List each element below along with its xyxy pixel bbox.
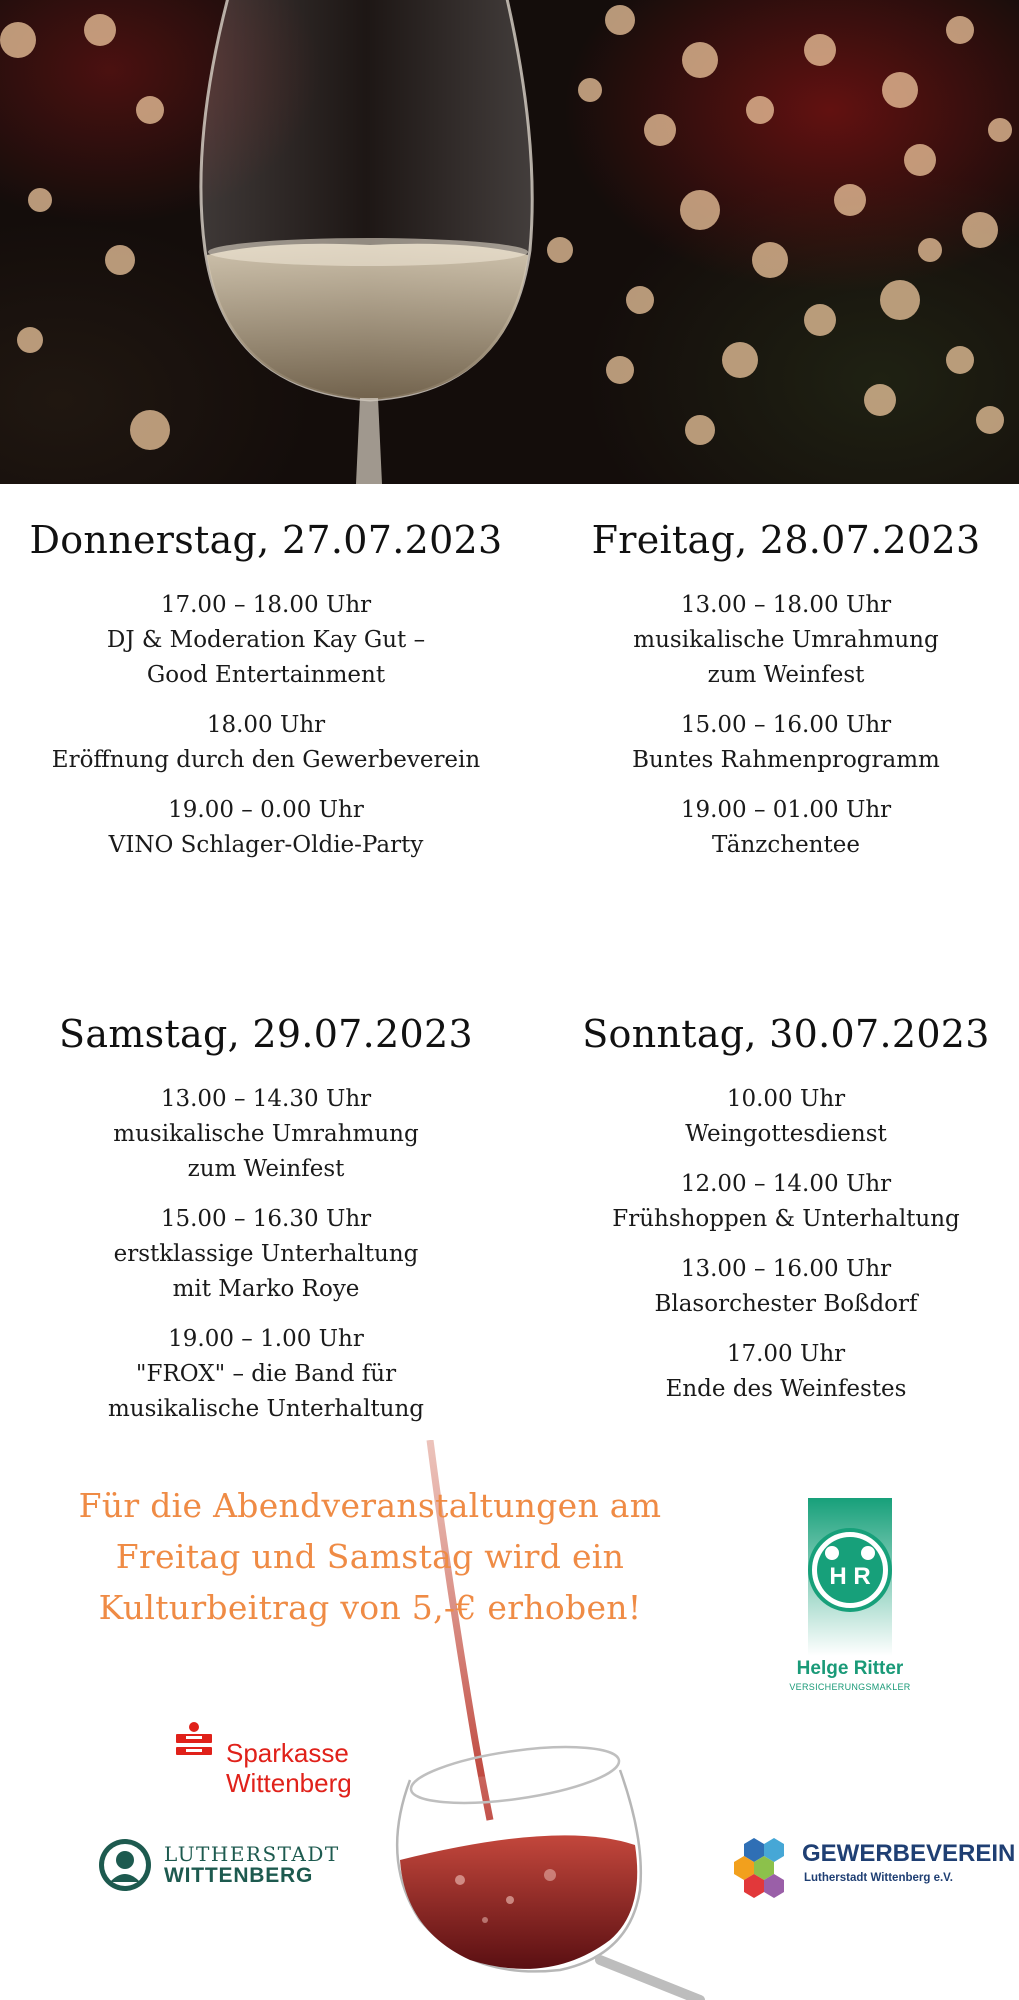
event-list [26,588,506,863]
event-item [26,588,506,693]
hero-photo [0,0,1019,484]
event-time: 17.00 – 18.00 Uhr [160,592,372,618]
event-list [546,1082,1019,1407]
gewerbeverein-line1: GEWERBEVEREIN [802,1840,1016,1867]
notice-line: Kulturbeitrag von 5,-€ erhoben! [98,1588,642,1627]
event-description: Weingottesdienst [685,1121,887,1147]
event-item [546,1252,1019,1322]
event-description: Good Entertainment [146,662,386,688]
event-item [546,1337,1019,1407]
day-thursday [26,518,506,878]
event-time: 13.00 – 14.30 Uhr [160,1086,372,1112]
event-description: zum Weinfest [707,662,865,688]
event-list [26,1082,506,1427]
event-item [546,1082,1019,1152]
event-description: mit Marko Roye [172,1276,360,1302]
entry-fee-notice [40,1480,700,1633]
event-item [546,1167,1019,1237]
day-title: Samstag, 29.07.2023 [59,1012,473,1056]
gewerbeverein-line2: Lutherstadt Wittenberg e.V. [804,1872,953,1884]
event-list [546,588,1019,863]
event-item [26,1082,506,1187]
luther-logo-icon [98,1838,152,1892]
helge-ritter-name: Helge Ritter [796,1658,904,1679]
notice-line: Für die Abendveranstaltungen am [78,1486,662,1525]
helge-ritter-monogram: H R [829,1563,871,1590]
notice-line: Freitag und Samstag wird ein [115,1537,625,1576]
event-item [26,1322,506,1427]
event-description: VINO Schlager-Oldie-Party [108,832,424,858]
event-description: musikalische Umrahmung [113,1121,419,1147]
sparkasse-wordmark [226,1738,352,1798]
event-description: zum Weinfest [187,1156,345,1182]
lutherstadt-line2: WITTENBERG [164,1864,314,1887]
day-sunday [546,1012,1019,1422]
event-description: Buntes Rahmenprogramm [632,747,940,773]
gewerbeverein-hexagon-icon [734,1836,794,1898]
event-description: Frühshoppen & Unterhaltung [612,1206,960,1232]
event-description: Blasorchester Boßdorf [654,1291,918,1317]
event-time: 17.00 Uhr [726,1341,846,1367]
event-time: 18.00 Uhr [206,712,326,738]
lutherstadt-line1: LUTHERSTADT [164,1842,340,1866]
event-item [546,588,1019,693]
event-description: musikalische Unterhaltung [107,1396,425,1422]
event-description: Tänzchentee [712,832,860,858]
helge-ritter-subtitle: VERSICHERUNGSMAKLER [789,1682,911,1692]
event-time: 19.00 – 0.00 Uhr [168,797,364,823]
event-description: Eröffnung durch den Gewerbeverein [51,747,481,773]
sparkasse-line1: Sparkasse [226,1738,349,1768]
event-description: musikalische Umrahmung [633,627,939,653]
event-item [26,793,506,863]
sparkasse-logo-icon [176,1722,212,1762]
event-time: 10.00 Uhr [726,1086,846,1112]
sparkasse-line2: Wittenberg [226,1768,352,1798]
event-time: 13.00 – 18.00 Uhr [680,592,892,618]
day-friday [546,518,1019,878]
day-title: Freitag, 28.07.2023 [591,518,981,562]
event-time: 19.00 – 01.00 Uhr [680,797,892,823]
event-item [546,708,1019,778]
day-title: Sonntag, 30.07.2023 [582,1012,990,1056]
event-item [26,1202,506,1307]
event-description: Ende des Weinfestes [665,1376,907,1402]
day-title: Donnerstag, 27.07.2023 [29,518,503,562]
event-time: 15.00 – 16.00 Uhr [680,712,892,738]
event-time: 13.00 – 16.00 Uhr [680,1256,892,1282]
wine-glass-illustration [0,0,1019,484]
event-time: 19.00 – 1.00 Uhr [168,1326,364,1352]
event-description: erstklassige Unterhaltung [113,1241,419,1267]
event-time: 12.00 – 14.00 Uhr [680,1171,892,1197]
day-saturday [26,1012,506,1442]
event-time: 15.00 – 16.30 Uhr [160,1206,372,1232]
event-item [26,708,506,778]
event-item [546,793,1019,863]
event-description: "FROX" – die Band für [135,1361,397,1387]
event-description: DJ & Moderation Kay Gut – [106,627,426,653]
